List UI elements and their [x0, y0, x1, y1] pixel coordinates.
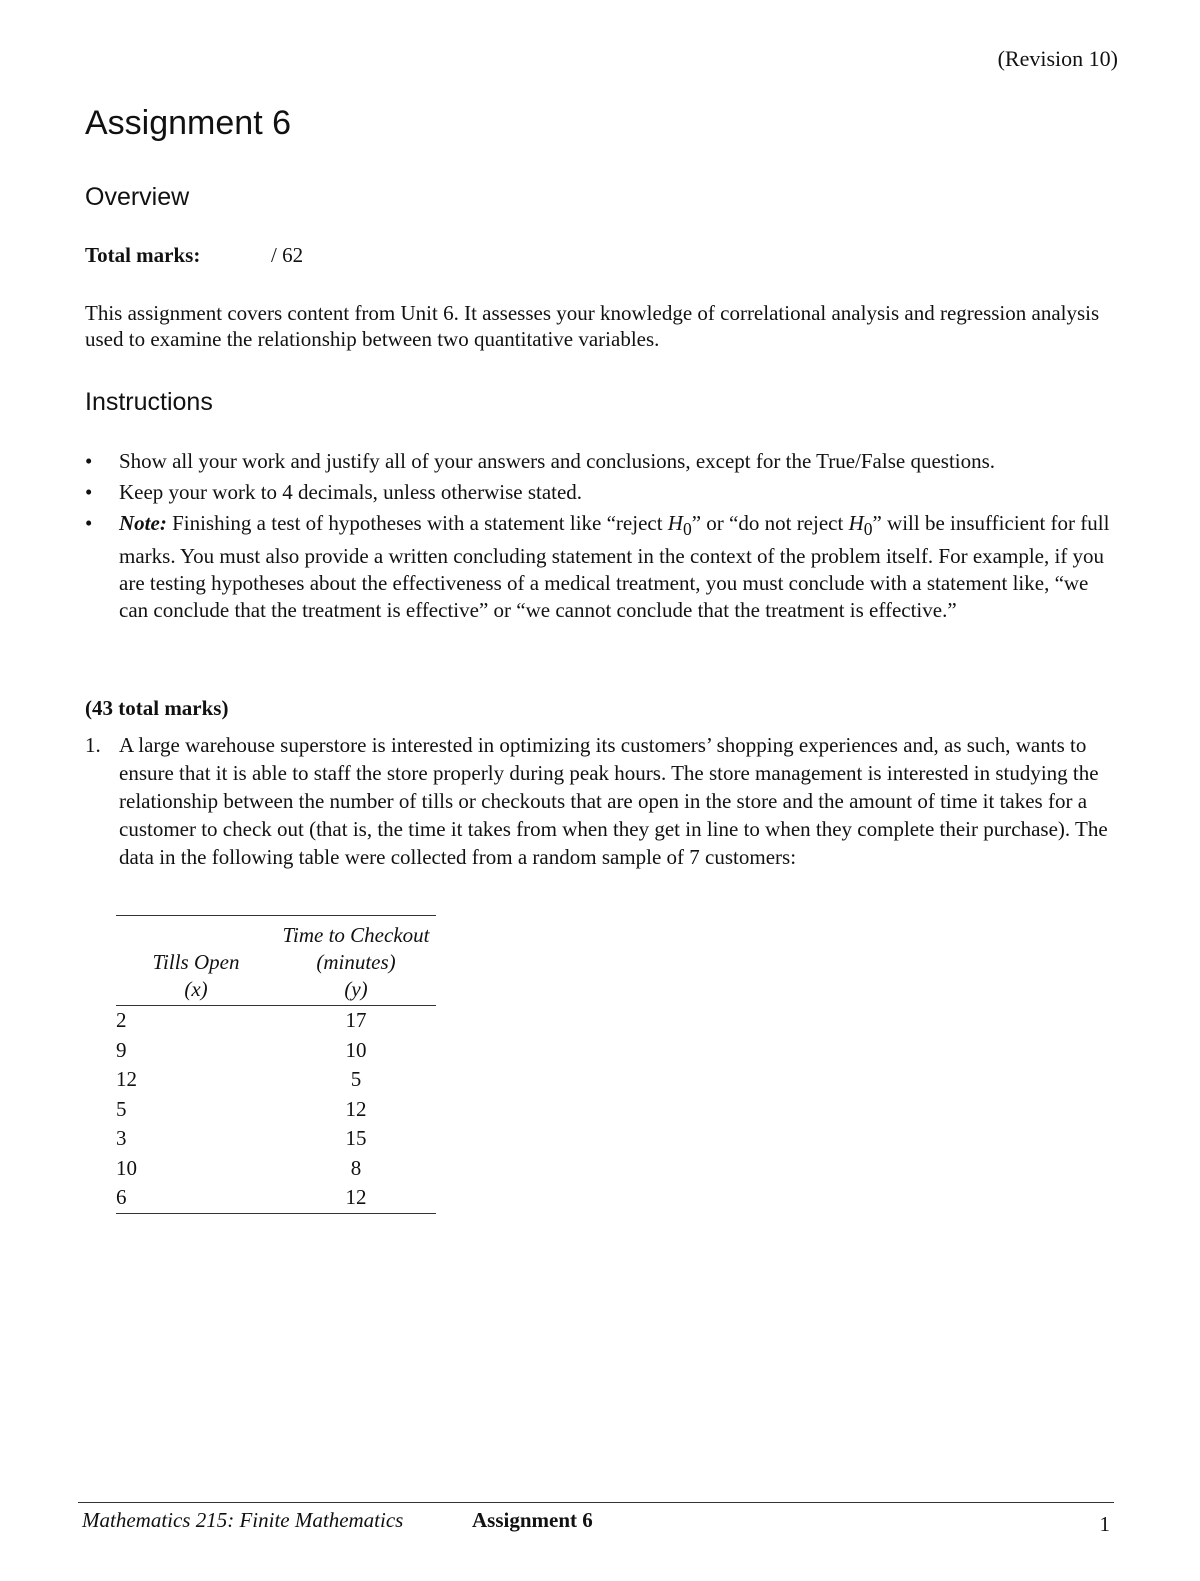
instructions-list: [85, 448, 1115, 628]
note-text-b: ” or “do not reject: [691, 511, 849, 535]
bullet-icon: •: [85, 480, 93, 504]
cell-x: 9: [116, 1037, 127, 1062]
h-symbol: H: [667, 511, 683, 535]
page-title: Assignment 6: [85, 104, 291, 142]
cell-y: 8: [350, 1155, 362, 1180]
cell-x: 5: [116, 1096, 127, 1121]
cell-x: 2: [116, 1008, 127, 1032]
question-text: A large warehouse superstore is interested in optimizing its customers’ shopping experiences and, as such, wants to ensure that it is able to staff the store properly during peak hours. The store management is interested in studying the relationship between the number of tills or checkouts that are open in the store and the amount of time it takes for a customer to check out (that is, the time it takes from when they get in line to when they complete their purchase). The data in the following table were collected from a random sample of 7 customers:: [119, 733, 1108, 869]
footer-course: Mathematics 215: Finite Mathematics: [82, 1508, 404, 1532]
h-subscript: 0: [863, 519, 873, 540]
overview-description: This assignment covers content from Unit 6. It assesses your knowledge of correlational analysis and regression analysis used to examine the relationship between two quantitative variables.: [85, 301, 1100, 351]
total-marks-label: Total marks:: [85, 243, 201, 267]
instruction-text: Show all your work and justify all of your answers and conclusions, except for the True/False questions.: [119, 449, 996, 473]
table-row: [116, 1183, 436, 1213]
cell-x: 12: [116, 1067, 137, 1091]
col-x-symbol: (x): [184, 977, 208, 1001]
h-symbol: H: [848, 511, 864, 535]
cell-x: 6: [116, 1183, 276, 1213]
note-text-c: ” will be insufficient for full marks. You must also provide a written concluding statement in the context of the problem itself. For example, if you are testing hypotheses about the effectiveness of a medical treatment, you must conclude with a statement like, “we can conclude that the treatment is effective” or “we cannot conclude that the treatment is effective.”: [119, 511, 1110, 623]
overview-heading: Overview: [85, 183, 190, 211]
bullet-icon: •: [85, 511, 93, 535]
cell-x: 3: [116, 1126, 127, 1150]
instruction-note: [85, 510, 1115, 624]
cell-y: 15: [345, 1126, 367, 1150]
cell-y: 12: [276, 1183, 436, 1213]
table-row: [116, 1095, 436, 1125]
col-y-unit: (minutes): [316, 950, 396, 974]
h-subscript: 0: [682, 519, 692, 540]
cell-y: 17: [345, 1008, 367, 1032]
table-row: [116, 1006, 436, 1036]
note-text-a: Finishing a test of hypotheses with a statement like “reject: [172, 511, 668, 535]
section-marks: (43 total marks): [85, 696, 229, 720]
col-y-symbol: (y): [344, 977, 368, 1001]
cell-x: 10: [116, 1155, 137, 1180]
col-y-label: Time to Checkout: [282, 923, 430, 947]
cell-y: 5: [350, 1067, 362, 1091]
instruction-text: Keep your work to 4 decimals, unless otherwise stated.: [119, 480, 583, 504]
column-header-x: [116, 916, 276, 1006]
table-row: [116, 1154, 436, 1184]
total-marks: [85, 243, 303, 268]
note-label: Note:: [119, 511, 167, 535]
instructions-heading: Instructions: [85, 388, 213, 416]
instruction-item: [85, 448, 1115, 475]
page-number: 1: [1099, 1512, 1110, 1536]
table-row: [116, 1124, 436, 1154]
total-marks-value: / 62: [271, 243, 304, 267]
question-1: [85, 731, 1115, 871]
question-number: 1.: [85, 733, 101, 757]
bullet-icon: •: [85, 449, 93, 473]
table-row: [116, 1065, 436, 1095]
table-row: [116, 1036, 436, 1066]
footer-title: Assignment 6: [472, 1508, 593, 1532]
cell-y: 10: [345, 1037, 367, 1062]
data-table: [116, 915, 436, 1214]
footer-divider: [78, 1502, 1114, 1503]
cell-y: 12: [345, 1096, 367, 1121]
column-header-y: [276, 916, 436, 1006]
instruction-item: [85, 479, 1115, 506]
col-x-label: Tills Open: [152, 950, 240, 974]
revision-label: (Revision 10): [997, 46, 1118, 71]
